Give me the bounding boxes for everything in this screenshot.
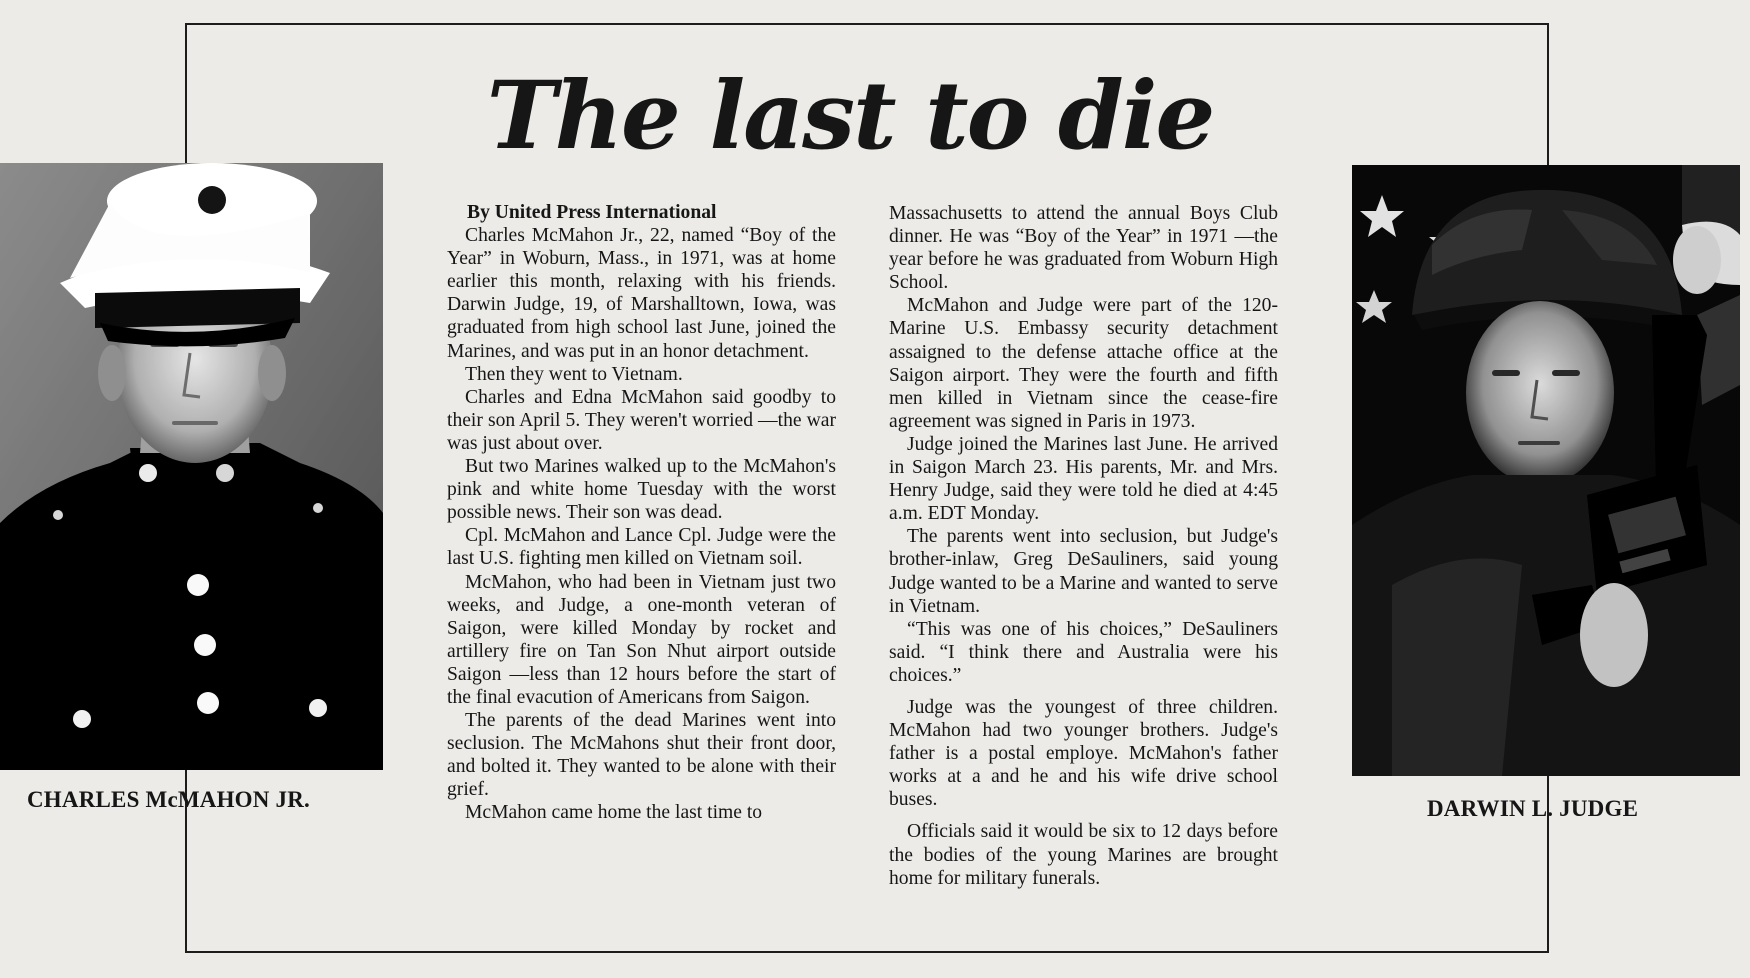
paragraph: Cpl. McMahon and Lance Cpl. Judge were the last U.S. fighting men killed on Vietnam soil. [447, 525, 836, 570]
paragraph: McMahon came home the last time to [465, 802, 763, 824]
paragraph: McMahon, who had been in Vietnam just two weeks, and Judge, a one-month veteran of Saigon, were killed Monday by rocket and artillery fire on Tan Son Nhut airport outside Saigon —less than 12 hours before the start of the final evacution of Americans from Saigon. [447, 571, 836, 708]
photo-charles-mcmahon [0, 163, 383, 770]
paragraph: The parents went into seclusion, but Judge's brother-inlaw, Greg DeSauliners, said young Judge wanted to be a Marine and wanted to serve in Vietnam. [889, 526, 1278, 617]
paragraph: Charles McMahon Jr., 22, named “Boy of the Year” in Woburn, Mass., in 1971, was at home earlier this month, relaxing with his friends. Darwin Judge, 19, of Marshalltown, Iowa, was graduated from high school last June, joined the Marines, and was put in an honor detachment. [447, 225, 836, 362]
photo-darwin-judge [1352, 165, 1740, 776]
paragraph: Then they went to Vietnam. [465, 363, 683, 385]
paragraph: Judge joined the Marines last June. He arrived in Saigon March 23. His parents, Mr. and Mrs. Henry Judge, said they were told he died at 4:45 a.m. EDT Monday. [889, 433, 1278, 525]
paragraph: “This was one of his choices,” DeSauliners said. “I think there and Australia were his choices.” [889, 618, 1278, 686]
article-column-left [447, 201, 836, 825]
paragraph: Charles and Edna McMahon said goodby to their son April 5. They weren't worried —the war was just about over. [447, 386, 836, 454]
byline: By United Press International [467, 202, 717, 223]
paragraph: Massachusetts to attend the annual Boys Club dinner. He was “Boy of the Year” in 1971 —the year before he was graduated from Woburn High School. [889, 203, 1278, 294]
article-column-right [889, 202, 1278, 890]
photo-darwin-judge-image [1352, 165, 1740, 776]
photo-charles-mcmahon-image [0, 163, 383, 770]
paragraph: Officials said it would be six to 12 days before the bodies of the young Marines are brought home for military funerals. [889, 821, 1278, 889]
paragraph: But two Marines walked up to the McMahon's pink and white home Tuesday with the worst possible news. Their son was dead. [447, 456, 836, 524]
paragraph: McMahon and Judge were part of the 120-Marine U.S. Embassy security detachment assaigned to the defense attache office at the Saigon airport. They were the fourth and fifth men killed in Vietnam since the cease-fire agreement was signed in Paris in 1973. [889, 295, 1278, 432]
paragraph: The parents of the dead Marines went into seclusion. The McMahons shut their front door, and bolted it. They wanted to be alone with their grief. [447, 710, 836, 801]
headline: The last to die [486, 61, 1214, 171]
caption-charles-mcmahon: CHARLES McMAHON JR. [27, 787, 310, 812]
caption-darwin-judge: DARWIN L. JUDGE [1427, 796, 1639, 821]
paragraph: Judge was the youngest of three children. McMahon had two younger brothers. Judge's father is a postal employe. McMahon's father works at a and he and his wife drive school buses. [889, 696, 1278, 811]
